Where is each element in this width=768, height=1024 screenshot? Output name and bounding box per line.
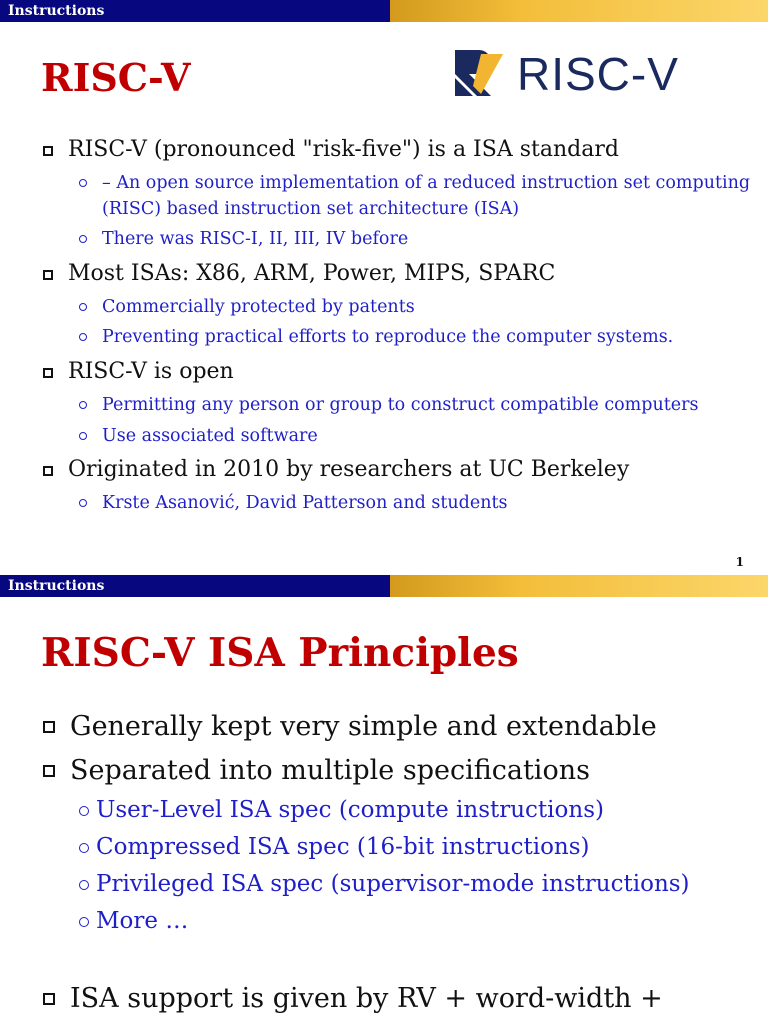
square-bullet-icon	[43, 146, 53, 156]
sub-bullet-item	[79, 906, 188, 936]
square-bullet-icon	[43, 270, 53, 280]
circle-bullet-icon	[79, 303, 87, 311]
page-number: 1	[735, 555, 744, 569]
risc-v-logo	[451, 42, 753, 102]
sub-bullet-item	[79, 392, 751, 418]
bullet-item	[43, 457, 629, 483]
slide-header	[0, 575, 768, 597]
sub-bullet-text: Preventing practical efforts to reproduce the computer systems.	[102, 327, 674, 347]
bullet-text: RISC-V is open	[68, 359, 234, 384]
circle-bullet-icon	[79, 401, 87, 409]
sub-bullet-text: More …	[96, 908, 189, 934]
bullet-text: Most ISAs: X86, ARM, Power, MIPS, SPARC	[68, 261, 556, 286]
bullet-item	[43, 261, 555, 287]
bullet-text: ISA support is given by RV + word-width +	[70, 983, 663, 1014]
circle-bullet-icon	[79, 235, 87, 243]
bullet-text: RISC-V (pronounced "risk-five") is a ISA standard	[68, 137, 619, 162]
bullet-item	[43, 710, 657, 744]
slide-2	[0, 575, 768, 1024]
sub-bullet-item	[79, 832, 590, 862]
sub-bullet-text: Compressed ISA spec (16-bit instructions)	[96, 834, 590, 860]
bullet-item	[43, 982, 663, 1016]
square-bullet-icon	[43, 368, 53, 378]
bullet-text: Originated in 2010 by researchers at UC Berkeley	[68, 457, 630, 482]
bullet-item	[43, 137, 619, 163]
bullet-item	[43, 754, 590, 788]
header-label: Instructions	[0, 575, 390, 597]
sub-bullet-text: There was RISC-I, II, III, IV before	[102, 229, 409, 249]
square-bullet-icon	[43, 993, 55, 1005]
header-label: Instructions	[0, 0, 390, 22]
circle-bullet-icon	[79, 917, 89, 927]
circle-bullet-icon	[79, 499, 87, 507]
bullet-text: Generally kept very simple and extendable	[70, 711, 657, 742]
sub-bullet-item	[79, 795, 604, 825]
header-gold-bar	[390, 575, 768, 597]
square-bullet-icon	[43, 765, 55, 777]
sub-bullet-text: – An open source implementation of a reduced instruction set computing (RISC) based instruction set architecture (ISA)	[102, 173, 751, 219]
slide-header	[0, 0, 768, 22]
sub-bullet-text: Use associated software	[102, 426, 318, 446]
sub-bullet-item	[79, 170, 751, 222]
circle-bullet-icon	[79, 843, 89, 853]
bullet-text: Separated into multiple specifications	[70, 755, 590, 786]
sub-bullet-item	[79, 490, 751, 516]
circle-bullet-icon	[79, 806, 89, 816]
sub-bullet-item	[79, 324, 751, 350]
sub-bullet-item	[79, 423, 751, 449]
header-gold-bar	[390, 0, 768, 22]
sub-bullet-item	[79, 869, 690, 899]
slide-title: RISC-V ISA Principles	[41, 630, 519, 676]
sub-bullet-text: User-Level ISA spec (compute instructions)	[96, 797, 604, 823]
sub-bullet-item	[79, 226, 751, 252]
circle-bullet-icon	[79, 432, 87, 440]
circle-bullet-icon	[79, 333, 87, 341]
circle-bullet-icon	[79, 880, 89, 890]
bullet-item	[43, 359, 234, 385]
sub-bullet-item	[79, 294, 751, 320]
square-bullet-icon	[43, 466, 53, 476]
sub-bullet-text: Commercially protected by patents	[102, 297, 415, 317]
sub-bullet-text: Privileged ISA spec (supervisor-mode instructions)	[96, 871, 690, 897]
square-bullet-icon	[43, 721, 55, 733]
sub-bullet-text: Krste Asanović, David Patterson and students	[102, 493, 508, 513]
logo-wordmark: RISC-V	[517, 48, 679, 100]
sub-bullet-text: Permitting any person or group to construct compatible computers	[102, 395, 699, 415]
circle-bullet-icon	[79, 179, 87, 187]
slide-title: RISC-V	[41, 55, 191, 100]
